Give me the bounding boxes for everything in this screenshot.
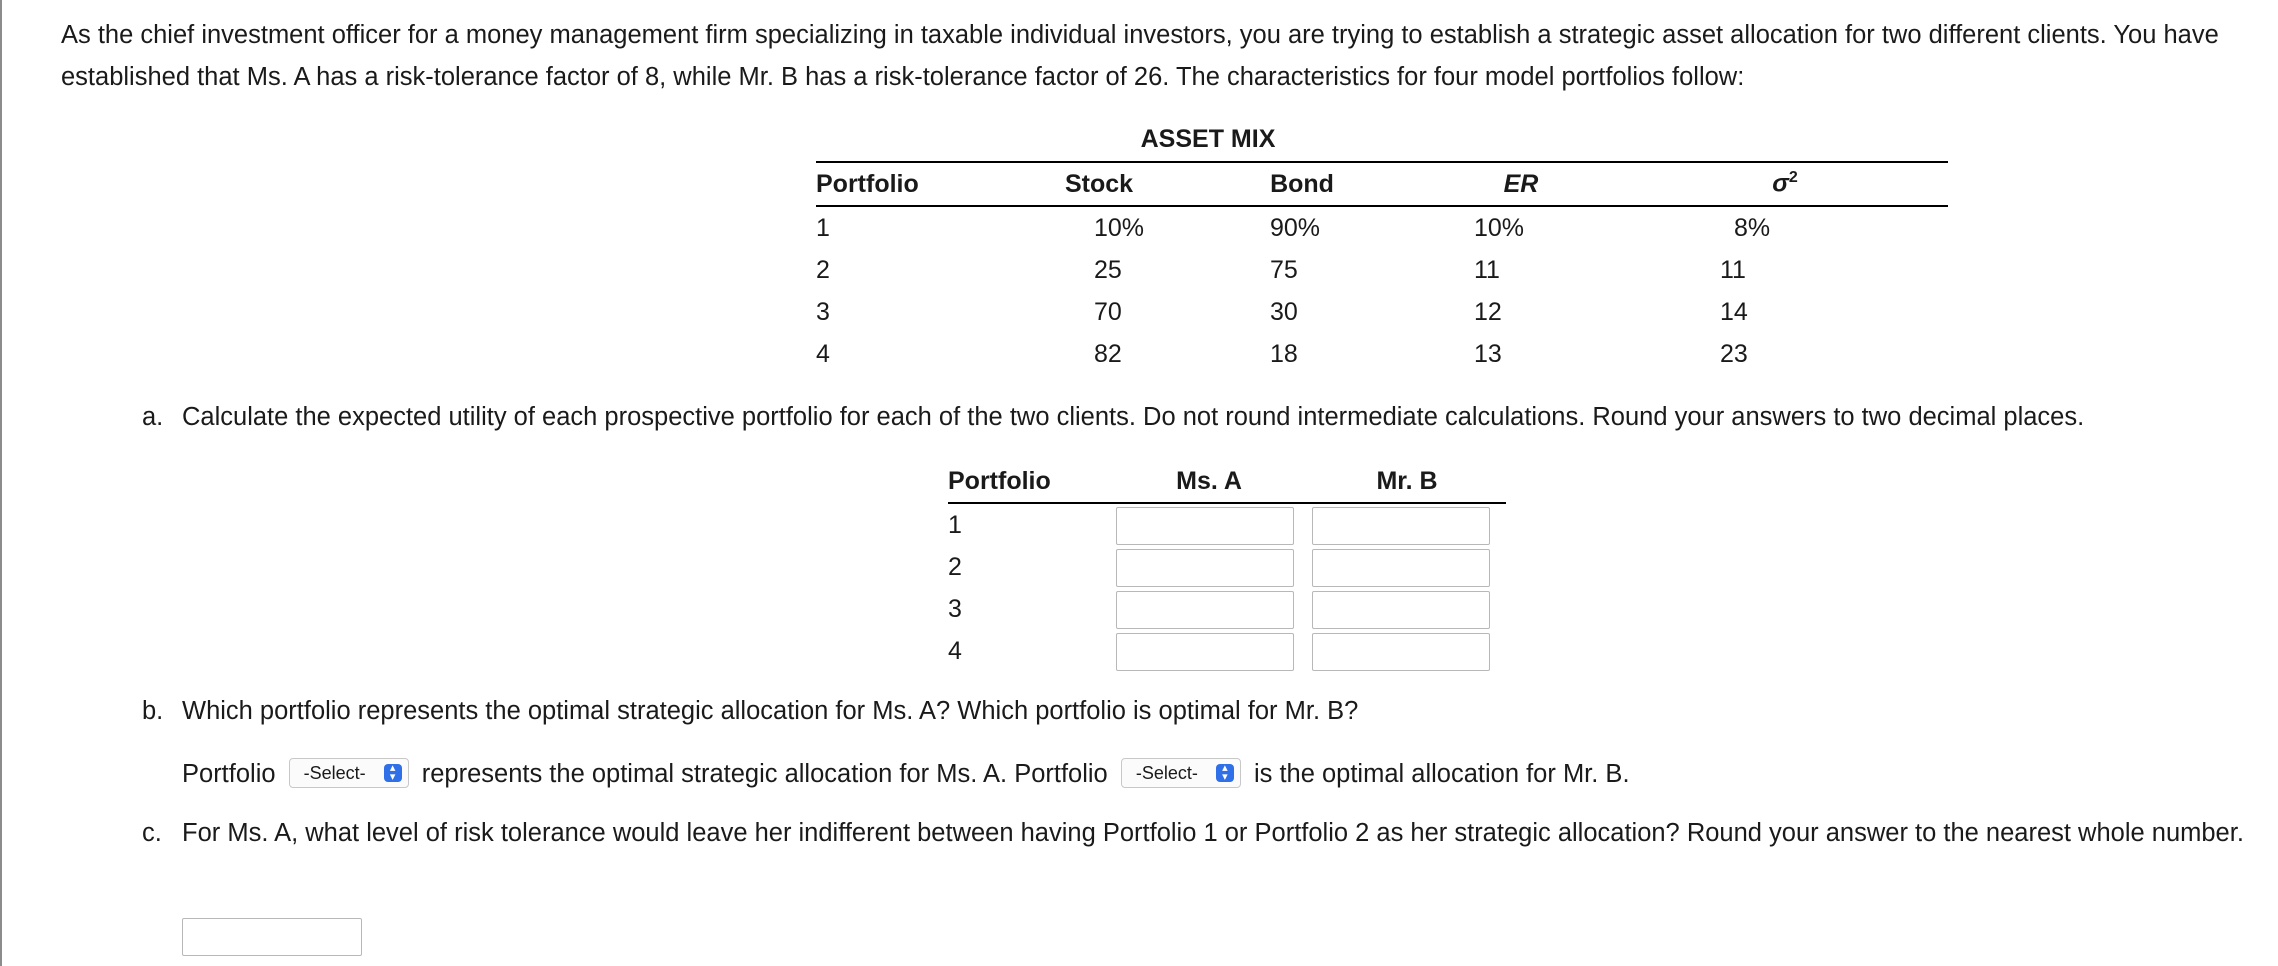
col-bond: Bond bbox=[1194, 162, 1410, 206]
col-portfolio: Portfolio bbox=[816, 162, 976, 206]
col-expected-return: ER bbox=[1410, 162, 1592, 206]
table-row: 1 bbox=[948, 503, 1506, 546]
utility-table bbox=[948, 460, 1506, 672]
table-row: 2 bbox=[948, 546, 1506, 588]
question-b-answer-line: Portfolio -Select- ▴ ▾ represents the optimal strategic allocation for Ms. A. Portfolio -Select- ▴ ▾ is the optimal allocation for Mr. B. bbox=[182, 760, 1630, 788]
ms-a-utility-3-input[interactable] bbox=[1116, 591, 1294, 629]
question-c-label: c. bbox=[142, 819, 162, 847]
table-row: 4 82 18 13 23 bbox=[816, 339, 1748, 368]
question-a-text: Calculate the expected utility of each prospective portfolio for each of the two clients. Do not round intermediate calculations. Round your answers to two decimal places. bbox=[182, 403, 2085, 431]
col-portfolio: Portfolio bbox=[948, 460, 1110, 503]
col-mr-b: Mr. B bbox=[1308, 460, 1506, 503]
question-b-label: b. bbox=[142, 697, 164, 725]
table-row: 1 10% 90% 10% 8% bbox=[816, 213, 1771, 242]
col-stock: Stock bbox=[976, 162, 1194, 206]
question-a-label: a. bbox=[142, 403, 164, 431]
mr-b-utility-1-input[interactable] bbox=[1312, 507, 1490, 545]
ms-a-utility-2-input[interactable] bbox=[1116, 549, 1294, 587]
ms-a-portfolio-select[interactable]: -Select- ▴ ▾ bbox=[289, 758, 409, 788]
question-b-text: Which portfolio represents the optimal strategic allocation for Ms. A? Which portfolio is optimal for Mr. B? bbox=[182, 697, 1359, 725]
table-row: 4 bbox=[948, 630, 1506, 672]
portfolio-table bbox=[816, 117, 1948, 375]
select-chevron-icon: ▴ ▾ bbox=[384, 764, 402, 782]
question-a bbox=[142, 396, 2084, 438]
table-row: 3 70 30 12 14 bbox=[816, 297, 1748, 326]
mr-b-utility-3-input[interactable] bbox=[1312, 591, 1490, 629]
risk-tolerance-input[interactable] bbox=[182, 918, 362, 956]
col-ms-a: Ms. A bbox=[1110, 460, 1308, 503]
col-variance: $\sigma^2$ bbox=[1592, 162, 1948, 206]
intro-paragraph: As the chief investment officer for a money management firm specializing in taxable individual investors, you are trying to establish a strategic asset allocation for two different clients. You have established that Ms. A has a risk-tolerance factor of 8, while Mr. B has a risk-tolerance factor of 26. The characteristics for four model portfolios follow: bbox=[61, 21, 2219, 91]
mr-b-utility-2-input[interactable] bbox=[1312, 549, 1490, 587]
ms-a-utility-4-input[interactable] bbox=[1116, 633, 1294, 671]
question-c-text: For Ms. A, what level of risk tolerance would leave her indifferent between having Portfolio 1 or Portfolio 2 as her strategic allocation? Round your answer to the nearest whole number. bbox=[182, 819, 2244, 847]
table-row: 2 25 75 11 11 bbox=[816, 255, 1746, 284]
asset-mix-header: ASSET MIX bbox=[1140, 124, 1276, 153]
select-chevron-icon: ▴ ▾ bbox=[1216, 764, 1234, 782]
question-b bbox=[142, 690, 1358, 732]
table-row: 3 bbox=[948, 588, 1506, 630]
question-c bbox=[142, 812, 2252, 854]
mr-b-utility-4-input[interactable] bbox=[1312, 633, 1490, 671]
mr-b-portfolio-select[interactable]: -Select- ▴ ▾ bbox=[1121, 758, 1241, 788]
ms-a-utility-1-input[interactable] bbox=[1116, 507, 1294, 545]
left-border bbox=[0, 0, 2, 966]
